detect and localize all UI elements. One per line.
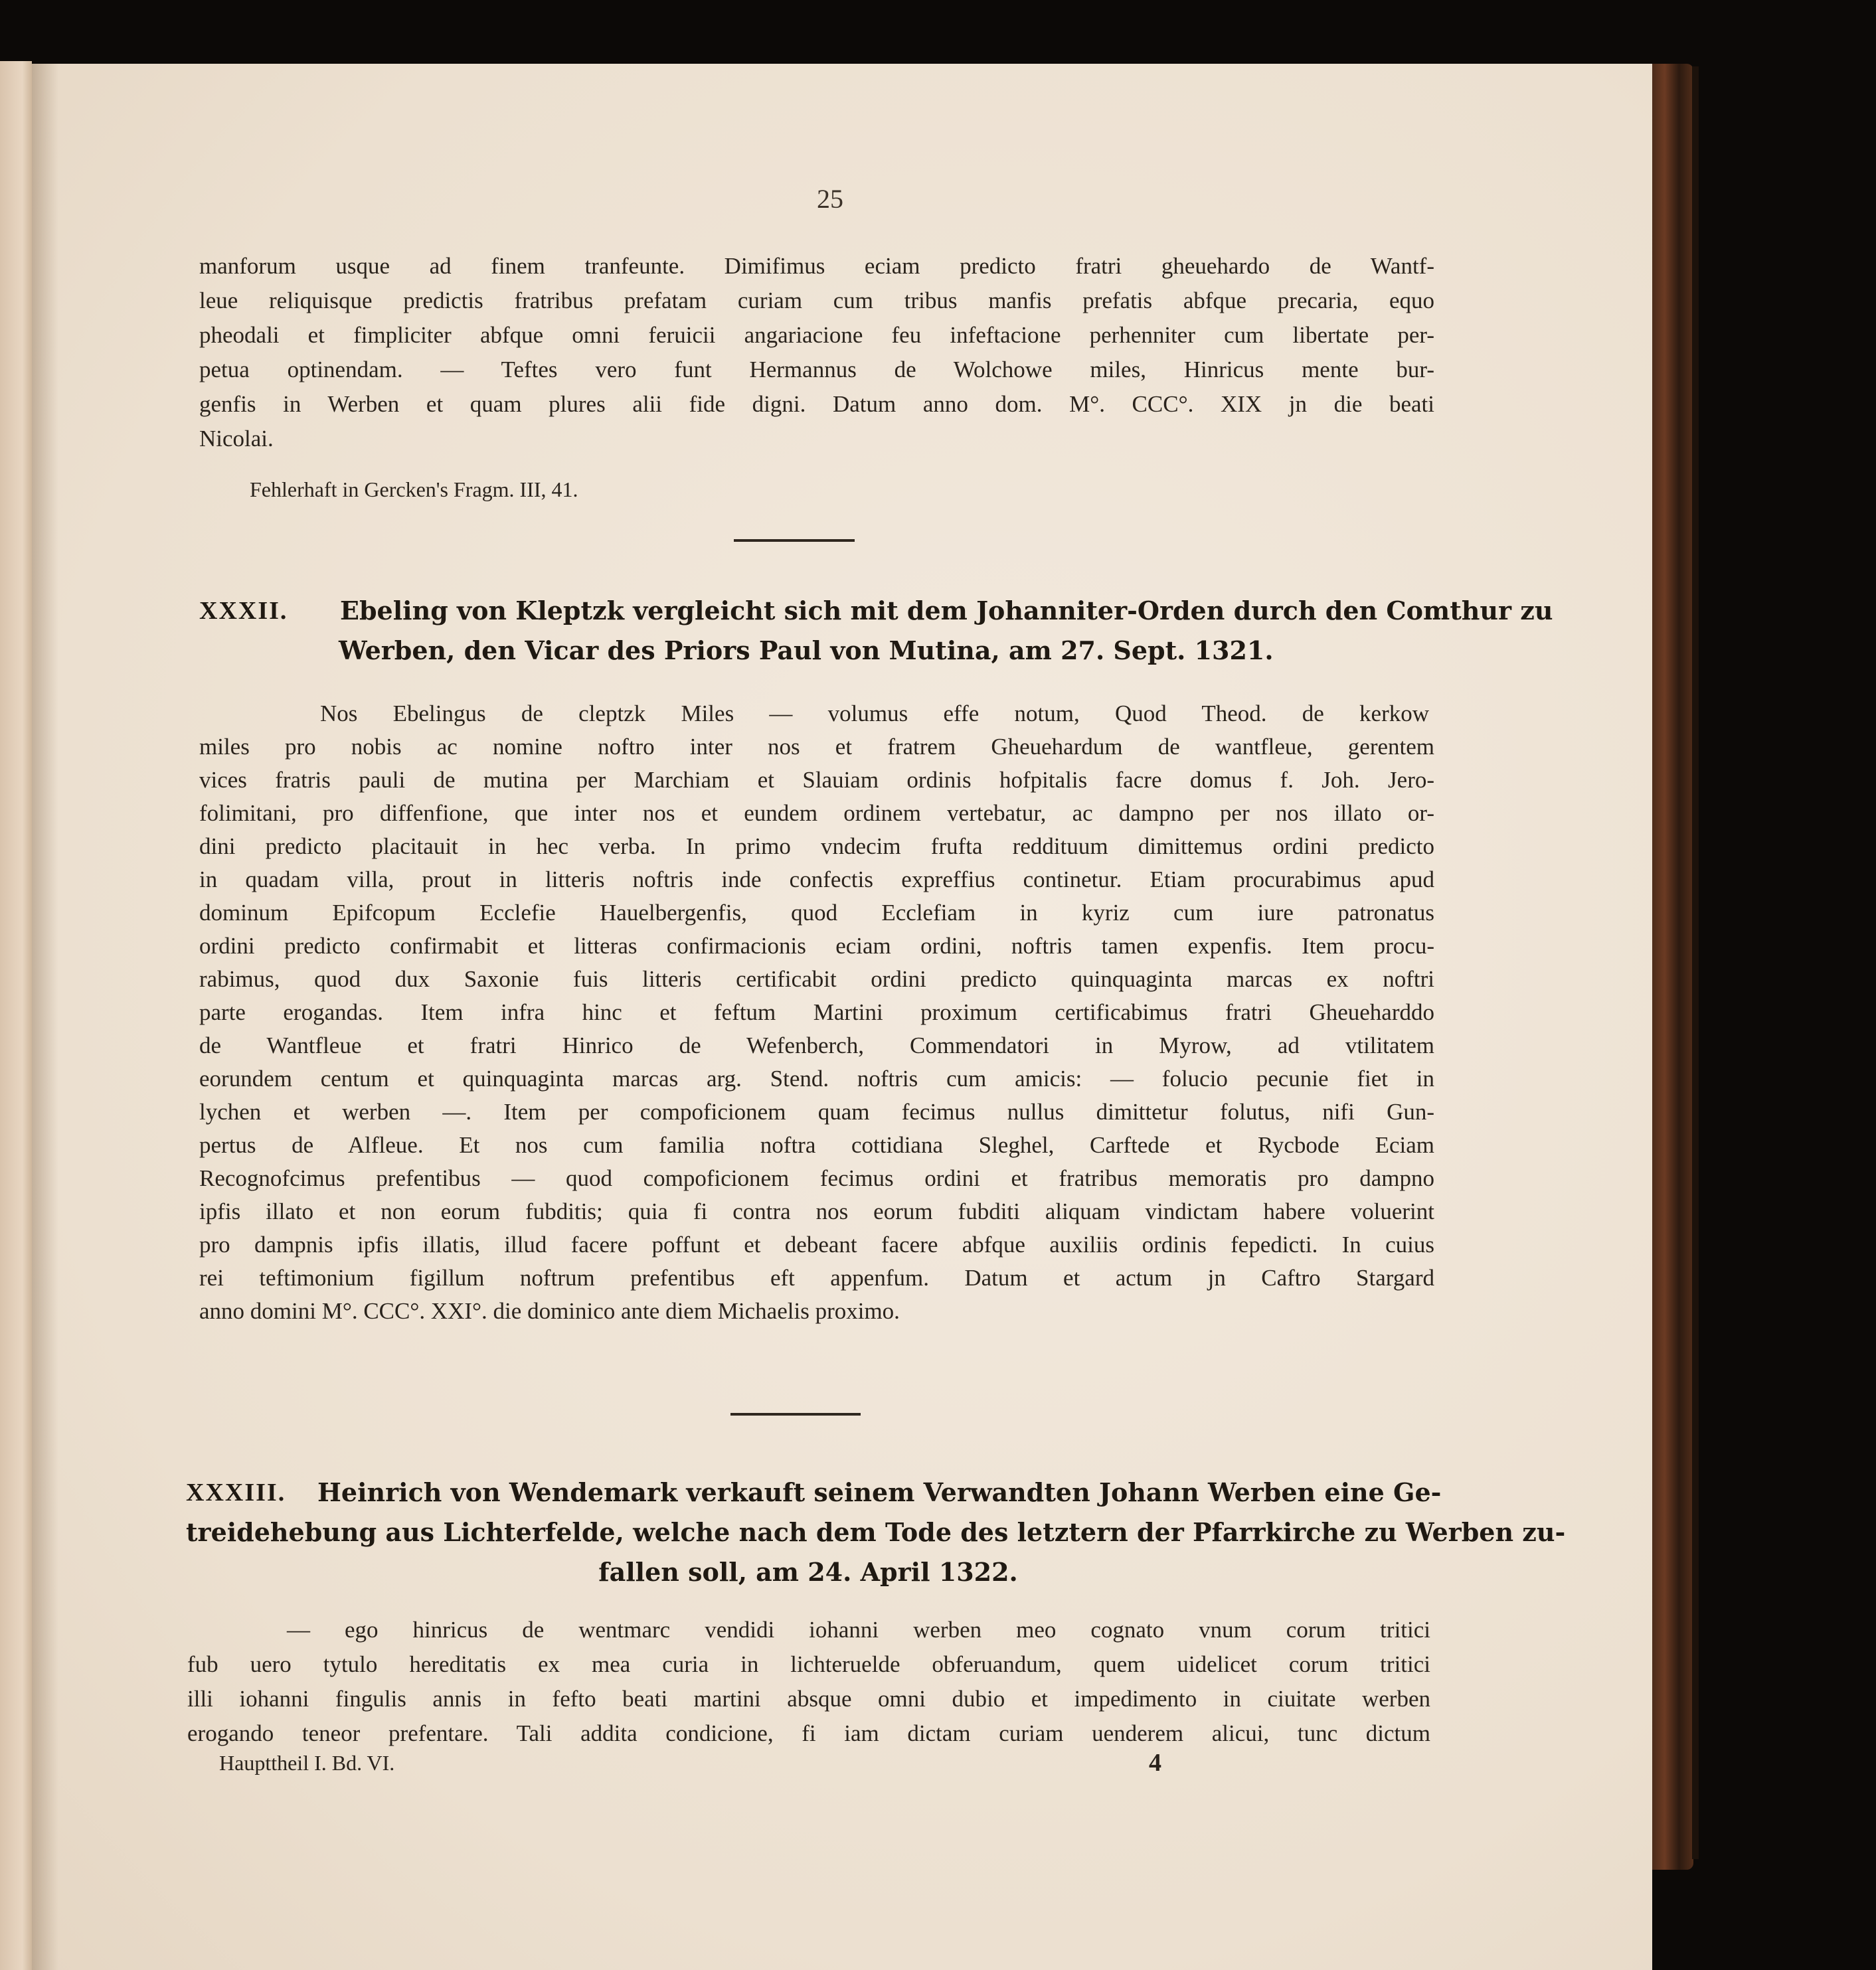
text-line: ipfis illato et non eorum fubditis; quia fi contra nos eorum fubditi aliquam vindictam habere voluerint (199, 1198, 1434, 1224)
section-xxxii-number (199, 592, 288, 629)
section-xxxii-heading-line: Werben, den Vicar des Priors Paul von Mutina, am 27. Sept. 1321. (339, 635, 1274, 665)
sheet-number: 4 (1149, 1749, 1161, 1777)
text-line: rei teftimonium figillum noftrum prefentibus eft appenfum. Datum et actum jn Caftro Stargard (199, 1265, 1434, 1291)
text-line: ordini predicto confirmabit et litteras confirmacionis eciam ordini, noftris tamen expenfis. Item procu- (199, 933, 1434, 959)
text-line: leue reliquisque predictis fratribus prefatam curiam cum tribus manfis prefatis abfque precaria, equo (199, 287, 1434, 313)
text-line: Recognofcimus prefentibus — quod compoficionem fecimus ordini et fratribus memoratis pro dampno (199, 1165, 1434, 1191)
text-line: dominum Epifcopum Ecclefie Hauelbergenfis, quod Ecclefiam in kyriz cum iure patronatus (199, 900, 1434, 926)
section-number: XXXIII. (186, 1479, 286, 1507)
text-line: pheodali et fimpliciter abfque omni feruicii angariacione feu infeftacione perhenniter cum libertate per- (199, 322, 1434, 348)
text-line: eorundem centum et quinquaginta marcas arg. Stend. noftris cum amicis: — folucio pecunie fiet in (199, 1066, 1434, 1092)
text-line: pertus de Alfleue. Et nos cum familia noftra cottidiana Sleghel, Carftede et Rycbode Eciam (199, 1132, 1434, 1158)
text-line: petua optinendam. — Teftes vero funt Hermannus de Wolchowe miles, Hinricus mente bur- (199, 357, 1434, 382)
signature-mark: Haupttheil I. Bd. VI. (219, 1751, 395, 1775)
text-line: folimitani, pro diffenfione, que inter nos et eundem ordinem vertebatur, ac dampno per nos illato or- (199, 800, 1434, 826)
book-cover-spine (1646, 64, 1693, 1870)
section-xxxiii-heading-line: treidehebung aus Lichterfelde, welche nach dem Tode des letztern der Pfarrkirche zu Werben zu- (186, 1517, 1566, 1547)
text-line: anno domini M°. CCC°. XXI°. die dominico ante diem Michaelis proximo. (199, 1298, 900, 1324)
text-line: rabimus, quod dux Saxonie fuis litteris certificabit ordini predicto quinquaginta marcas ex noftri (199, 966, 1434, 992)
text-line: Nicolai. (199, 426, 274, 451)
section-xxxiii-number (186, 1474, 286, 1511)
text-line: de Wantfleue et fratri Hinrico de Wefenberch, Commendatori in Myrow, ad vtilitatem (199, 1032, 1434, 1058)
facing-page-edge (0, 61, 32, 1970)
text-line: manforum usque ad finem tranfeunte. Dimifimus eciam predicto fratri gheuehardo de Wantf- (199, 253, 1434, 279)
section-xxxiii-heading-line: fallen soll, am 24. April 1322. (598, 1557, 1018, 1587)
book-cover-edge (1692, 66, 1699, 1859)
text-line: Nos Ebelingus de cleptzk Miles — volumus effe notum, Quod Theod. de kerkow (320, 700, 1429, 726)
text-line: parte erogandas. Item infra hinc et feftum Martini proximum certificabimus fratri Gheueharddo (199, 999, 1434, 1025)
text-line: in quadam villa, prout in litteris noftris inde confectis expreffius continetur. Etiam procurabimus apud (199, 866, 1434, 892)
text-line: vices fratris pauli de mutina per Marchiam et Slauiam ordinis hofpitalis facre domus f. Joh. Jero- (199, 767, 1434, 793)
text-line: pro dampnis ipfis illatis, illud facere poffunt et debeant facere abfque auxiliis ordinis fepedicti. In cuius (199, 1232, 1434, 1258)
text-line: genfis in Werben et quam plures alii fide digni. Datum anno dom. M°. CCC°. XIX jn die beati (199, 391, 1434, 417)
text-line: miles pro nobis ac nomine noftro inter nos et fratrem Gheuehardum de wantfleue, gerentem (199, 734, 1434, 760)
page-number: 25 (817, 184, 843, 214)
text-line: — ego hinricus de wentmarc vendidi iohanni werben meo cognato vnum corum tritici (287, 1617, 1430, 1643)
text-line: fub uero tytulo hereditatis ex mea curia in lichteruelde obferuandum, quem uidelicet corum tritici (187, 1651, 1430, 1677)
source-reference: Fehlerhaft in Gercken's Fragm. III, 41. (250, 477, 578, 501)
page-gutter-shadow (32, 64, 58, 1970)
text-line: erogando teneor prefentare. Tali addita condicione, fi iam dictam curiam uenderem alicui, tunc dictum (187, 1720, 1430, 1746)
section-xxxiii-heading-line: Heinrich von Wendemark verkauft seinem Verwandten Johann Werben eine Ge- (317, 1477, 1442, 1507)
section-xxxii-heading-line: Ebeling von Kleptzk vergleicht sich mit dem Johanniter-Orden durch den Comthur zu (340, 596, 1553, 625)
section-divider (734, 539, 855, 542)
text-line: dini predicto placitauit in hec verba. In primo vndecim frufta reddituum dimittemus ordini predicto (199, 833, 1434, 859)
section-divider (730, 1413, 861, 1416)
section-number: XXXII. (199, 597, 288, 625)
text-line: lychen et werben —. Item per compoficionem quam fecimus nullus dimittetur folutus, nifi Gun- (199, 1099, 1434, 1125)
text-line: illi iohanni fingulis annis in fefto beati martini absque omni dubio et impedimento in ciuitate werben (187, 1686, 1430, 1712)
